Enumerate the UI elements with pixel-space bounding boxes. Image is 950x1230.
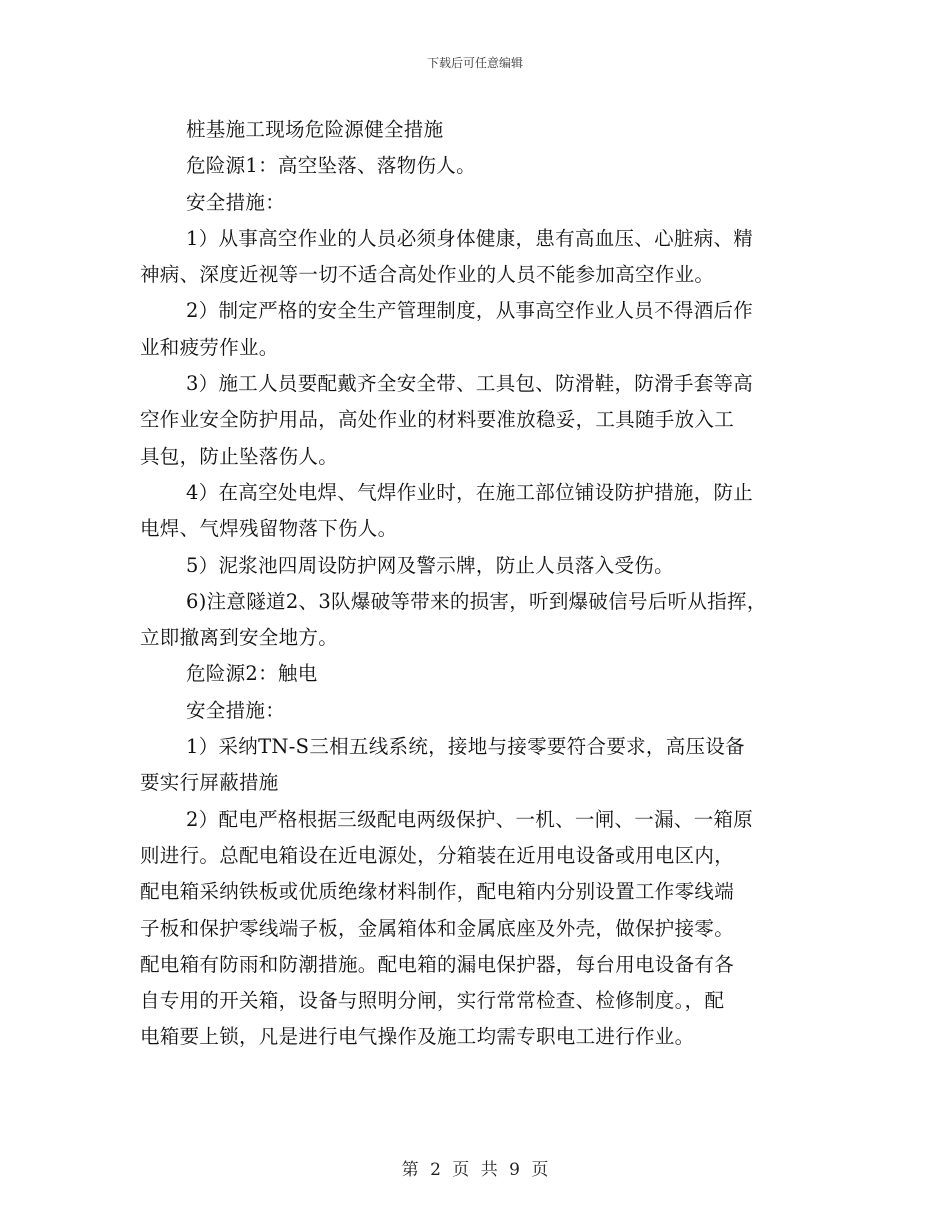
text-line: 4）在高空处电焊、气焊作业时，在施工部位铺设防护措施，防止 xyxy=(186,480,754,504)
text-line: 6)注意隧道2、3队爆破等带来的损害，听到爆破信号后听从指挥， xyxy=(186,589,767,613)
text-line: 安全措施： xyxy=(186,698,286,722)
text-line: 1）从事高空作业的人员必须身体健康，患有高血压、心脏病、精 xyxy=(186,226,754,250)
text-line: 5）泥浆池四周设防护网及警示牌，防止人员落入受伤。 xyxy=(186,553,674,577)
text-line: 2）配电严格根据三级配电两级保护、一机、一闸、一漏、一箱原 xyxy=(186,807,754,831)
text-line: 神病、深度近视等一切不适合高处作业的人员不能参加高空作业。 xyxy=(140,263,715,287)
document-body xyxy=(140,112,820,1056)
text-line: 配电箱采纳铁板或优质绝缘材料制作，配电箱内分别设置工作零线端 xyxy=(140,880,735,904)
text-line: 空作业安全防护用品，高处作业的材料要准放稳妥，工具随手放入工 xyxy=(140,408,735,432)
text-line: 安全措施： xyxy=(186,190,286,214)
text-line: 危险源1：高空坠落、落物伤人。 xyxy=(186,154,476,178)
text-line: 电箱要上锁，凡是进行电气操作及施工均需专职电工进行作业。 xyxy=(140,1025,695,1049)
text-line: 业和疲劳作业。 xyxy=(140,335,279,359)
header-note: 下载后可任意编辑 xyxy=(426,56,523,70)
text-line: 1）采纳TN-S三相五线系统，接地与接零要符合要求，高压设备 xyxy=(186,735,745,759)
text-line: 子板和保护零线端子板，金属箱体和金属底座及外壳，做保护接零。 xyxy=(140,916,735,940)
text-line: 电焊、气焊残留物落下伤人。 xyxy=(140,517,398,541)
text-line: 则进行。总配电箱设在近电源处，分箱装在近用电设备或用电区内， xyxy=(140,843,735,867)
text-line: 自专用的开关箱，设备与照明分闸，实行常常检查、检修制度。，配 xyxy=(140,989,725,1013)
text-line: 具包，防止坠落伤人。 xyxy=(140,444,339,468)
text-line: 危险源2：触电 xyxy=(186,662,318,686)
text-line: 要实行屏蔽措施 xyxy=(140,771,279,795)
text-line: 桩基施工现场危险源健全措施 xyxy=(186,118,444,141)
page-number: 第 2 页 共 9 页 xyxy=(401,1160,549,1180)
text-line: 3）施工人员要配戴齐全安全带、工具包、防滑鞋，防滑手套等高 xyxy=(186,372,754,396)
text-line: 配电箱有防雨和防潮措施。配电箱的漏电保护器，每台用电设备有各 xyxy=(140,952,735,976)
text-line: 立即撤离到安全地方。 xyxy=(140,626,339,650)
text-line: 2）制定严格的安全生产管理制度，从事高空作业人员不得酒后作 xyxy=(186,299,754,323)
